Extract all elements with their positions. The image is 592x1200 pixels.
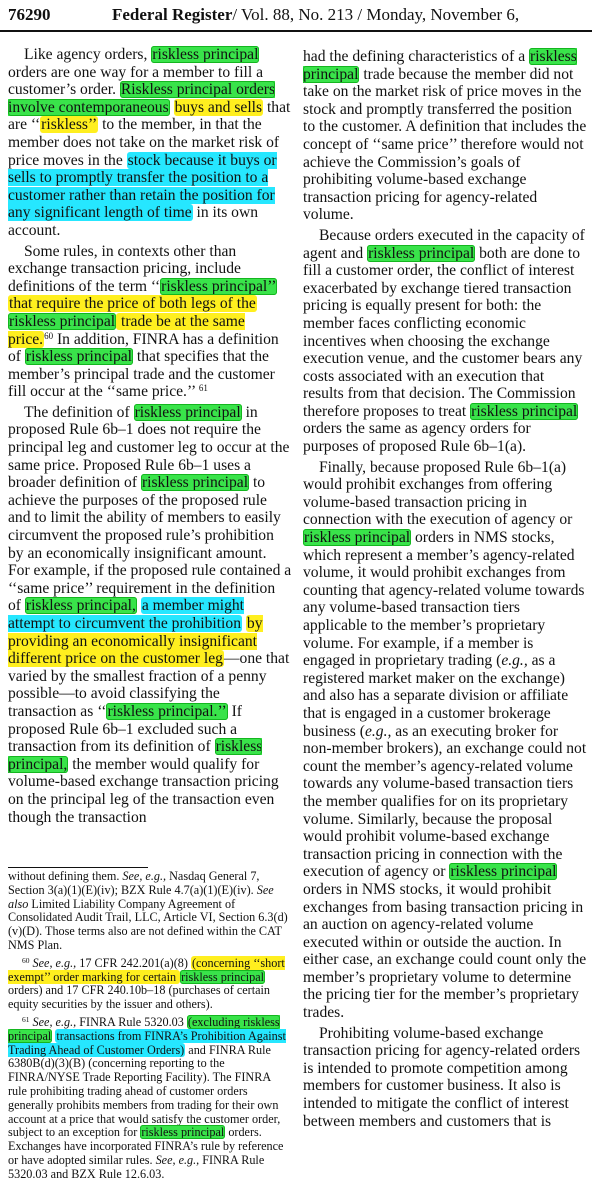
text-run: orders in NMS stocks, it would prohibit exchanges from basing transaction pricing in an auction on agency-related volume executed within or outside the auction. In either case, an exchange could count only the member’s proprietary volume to determine the pricing tier for the member’s proprietary trades. [303,880,587,1022]
highlight-green: riskless principal [25,348,132,366]
masthead-title: Federal Register [112,5,233,24]
highlight-green: riskless principal, [8,738,263,773]
footnote-ref: 61 [198,383,208,394]
text-run: orders) and 17 CFR 240.10b–18 (purchases of certain equity securities by the issuer and others). [8,983,270,1012]
highlight-green: riskless principal [368,244,475,262]
highlight-cyan: a member might attempt to circumvent the prohibition [8,597,245,632]
highlight-yellow: (concerning ‘‘short exempt’’ order marking for certain [8,955,285,984]
text-run: Finally, because proposed Rule 6b–1(a) would prohibit exchanges from offering volume-based transaction pricing in connection with the execution of agency or [303,458,573,529]
highlight-green: riskless principal [450,863,557,881]
highlight-green: riskless principal, [25,597,136,615]
text-run: had the defining characteristics of a [303,48,530,65]
footnote-divider [8,867,148,868]
text-run: as an executing broker for non-member brokers), an exchange could not count the member’s agency-related volume towards any volume-based transaction tiers the member qualifies for on its proprietary volume. Similarly, because the proposal would prohibit volume-based exchange transaction pricing in connection with the execution of agency or [303,722,587,881]
text-run: in proposed Rule 6b–1 does not require the principal leg and customer leg to occur at the same price. Proposed Rule 6b–1 uses a broader definition of [8,403,290,492]
text-run: Some rules, in contexts other than exchange transaction pricing, include definitions of the term ‘‘ [8,242,241,295]
text-run: in its own account. [8,204,259,239]
highlight-green: riskless principal [9,312,116,330]
left-column [8,46,292,826]
highlight-green: Riskless principal orders involve contemporaneous [8,81,276,116]
paragraph [8,46,292,240]
paragraph [303,1025,587,1131]
footnote-60 [8,957,292,1012]
highlight-green: riskless principal [134,403,241,421]
text-run: without defining them. [8,869,123,883]
paragraph [303,227,587,456]
footnote-ref: 61 [22,1014,30,1024]
right-column [303,48,587,1130]
issue-line: / Vol. 88, No. 213 / Monday, November 6, [232,5,520,24]
paragraph [8,404,292,826]
text-run: trade because the member did not take on the market risk of price moves in the stock and promptly transferred the position to the customer. A definition that includes the concept of ‘‘same price’’ therefore would not achieve the Commission’s goals of prohibiting volume-based exchange transaction pricing for agency-related volume. [303,65,587,224]
italic-text: e.g., [501,652,528,670]
text-run: Prohibiting volume-based exchange transaction pricing for agency-related orders is intended to promote competition among members for customer business. It also is intended to mitigate the conflict of interest between members and customers that is [303,1024,581,1130]
highlight-yellow: trade be at the same price. [8,312,245,348]
italic-text: See, e.g., [32,1014,77,1029]
text-run: to achieve the purposes of the proposed rule and to limit the ability of members to easily circumvent the proposed rule’s prohibition by an economically insignificant amount. For example, if the proposed rule contained a ‘‘same price’’ requirement in the definition of [8,474,292,615]
text-run: that specifies that the member’s principal trade and the customer fill occur at the ‘‘same price.’’ [8,348,275,401]
highlight-green: riskless principal [471,402,578,420]
highlight-green: riskless principal’’ [161,277,277,295]
paragraph [303,459,587,1022]
paragraph [303,48,587,224]
highlight-green: riskless principal [141,474,249,492]
highlight-yellow: by providing an economically insignificant different price on the customer leg [8,615,263,668]
highlight-green: riskless principal [304,529,411,547]
text-run: If proposed Rule 6b–1 excluded such a transaction from its definition of [8,702,242,756]
text-run: as a registered market maker on the exchange) and also has a separate division or affiliate that is engaged in a customer brokerage business ( [303,652,569,740]
footnote-ref: 60 [22,955,30,965]
footnote-continuation [8,870,292,953]
text-run: orders. Exchanges have incorporated FINRA’s rule by reference or have adopted similar rules. [8,1125,284,1167]
highlight-cyan: transactions from FINRA’s Prohibition Against Trading Ahead of Customer Orders) [8,1028,286,1057]
text-run: FINRA Rule 5320.03 and BZX Rule 12.6.03. [8,1152,265,1181]
text-run: In addition, FINRA has a definition of [8,330,279,366]
highlight-yellow: riskless’’ [41,116,98,134]
italic-text: See, e.g., [32,955,77,970]
text-run: that are ‘‘ [8,98,291,134]
highlight-yellow: that require the price of both legs of the [9,295,256,313]
text-run: orders the same as agency orders for purposes of proposed Rule 6b–1(a). [303,420,531,456]
highlight-green: riskless principal.’’ [107,702,227,720]
highlight-cyan: stock because it buys or sells to promptly transfer the position to a customer rather than retain the position for any significant length of time [8,151,277,222]
text-run: orders are one way for a member to fill a customer’s order. [8,63,264,99]
text-run [170,99,174,116]
text-run: —one that varied by the smallest fraction of a penny possible—to avoid classifying the transaction as ‘‘ [8,650,290,720]
footnote-ref: 60 [44,330,54,341]
italic-text: See also [8,882,274,911]
text-run: to the member, in that the member does not take on the market risk of price moves in the [8,116,280,169]
page-number: 76290 [8,5,51,24]
paragraph [8,243,292,401]
highlight-green: riskless principal [152,46,259,63]
text-run: the member would qualify for volume-based exchange transaction pricing on the principal leg of the transaction even though the transaction [8,755,279,826]
footnote-61 [8,1016,292,1182]
highlight-green: riskless principal [303,48,577,83]
italic-text: See, e.g., [155,1152,200,1167]
italic-text: e.g., [364,722,392,740]
highlight-green: riskless principal [141,1125,225,1140]
text-run: Limited Liability Company Agreement of Consolidated Audit Trail, LLC, Article VI, Section 6.3(d)(v)(D). Those terms also are not defined within the CAT NMS Plan. [8,896,288,952]
footnotes [8,870,292,1182]
masthead [112,0,519,30]
text-run: FINRA Rule 5320.03 [76,1014,187,1029]
text-run: The definition of [24,403,134,421]
text-run: Like agency orders, [24,46,152,63]
text-run: both are done to fill a customer order, the conflict of interest exacerbated by exchange tiered transaction pricing is equally present for both: the member faces conflicting economic incentives when choosing the exchange execution venue, and the customer bears any costs associated with an execution that results from that decision. The Commission therefore proposes to treat [303,244,583,420]
page-header [0,0,592,32]
italic-text: See, e.g., [122,869,167,883]
text-run: Nasdaq General 7, Section 3(a)(1)(E)(iv); BZX Rule 4.7(a)(1)(E)(iv). [8,869,260,897]
highlight-green: (excluding riskless principal [8,1014,280,1043]
text-run: Because orders executed in the capacity of agent and [303,226,585,262]
text-run: orders in NMS stocks, which represent a member’s agency-related volume, it would prohibit exchanges from counting that agency-related volume towards any volume-based transaction tiers applicable to the member’s proprietary volume. For example, if a member is engaged in proprietary trading ( [303,529,585,670]
highlight-green: riskless principal [181,969,265,984]
text-run: and FINRA Rule 6380B(d)(3)(B) (concerning reporting to the FINRA/NYSE Trade Reporting Facility). The FINRA rule prohibiting trading ahead of customer orders generally prohibits members from trading for their own account at a price that would satisfy the customer order, subject to an exception for [8,1042,281,1140]
highlight-yellow: buys and sells [174,98,263,116]
text-run: 17 CFR 242.201(a)(8) [76,955,191,970]
